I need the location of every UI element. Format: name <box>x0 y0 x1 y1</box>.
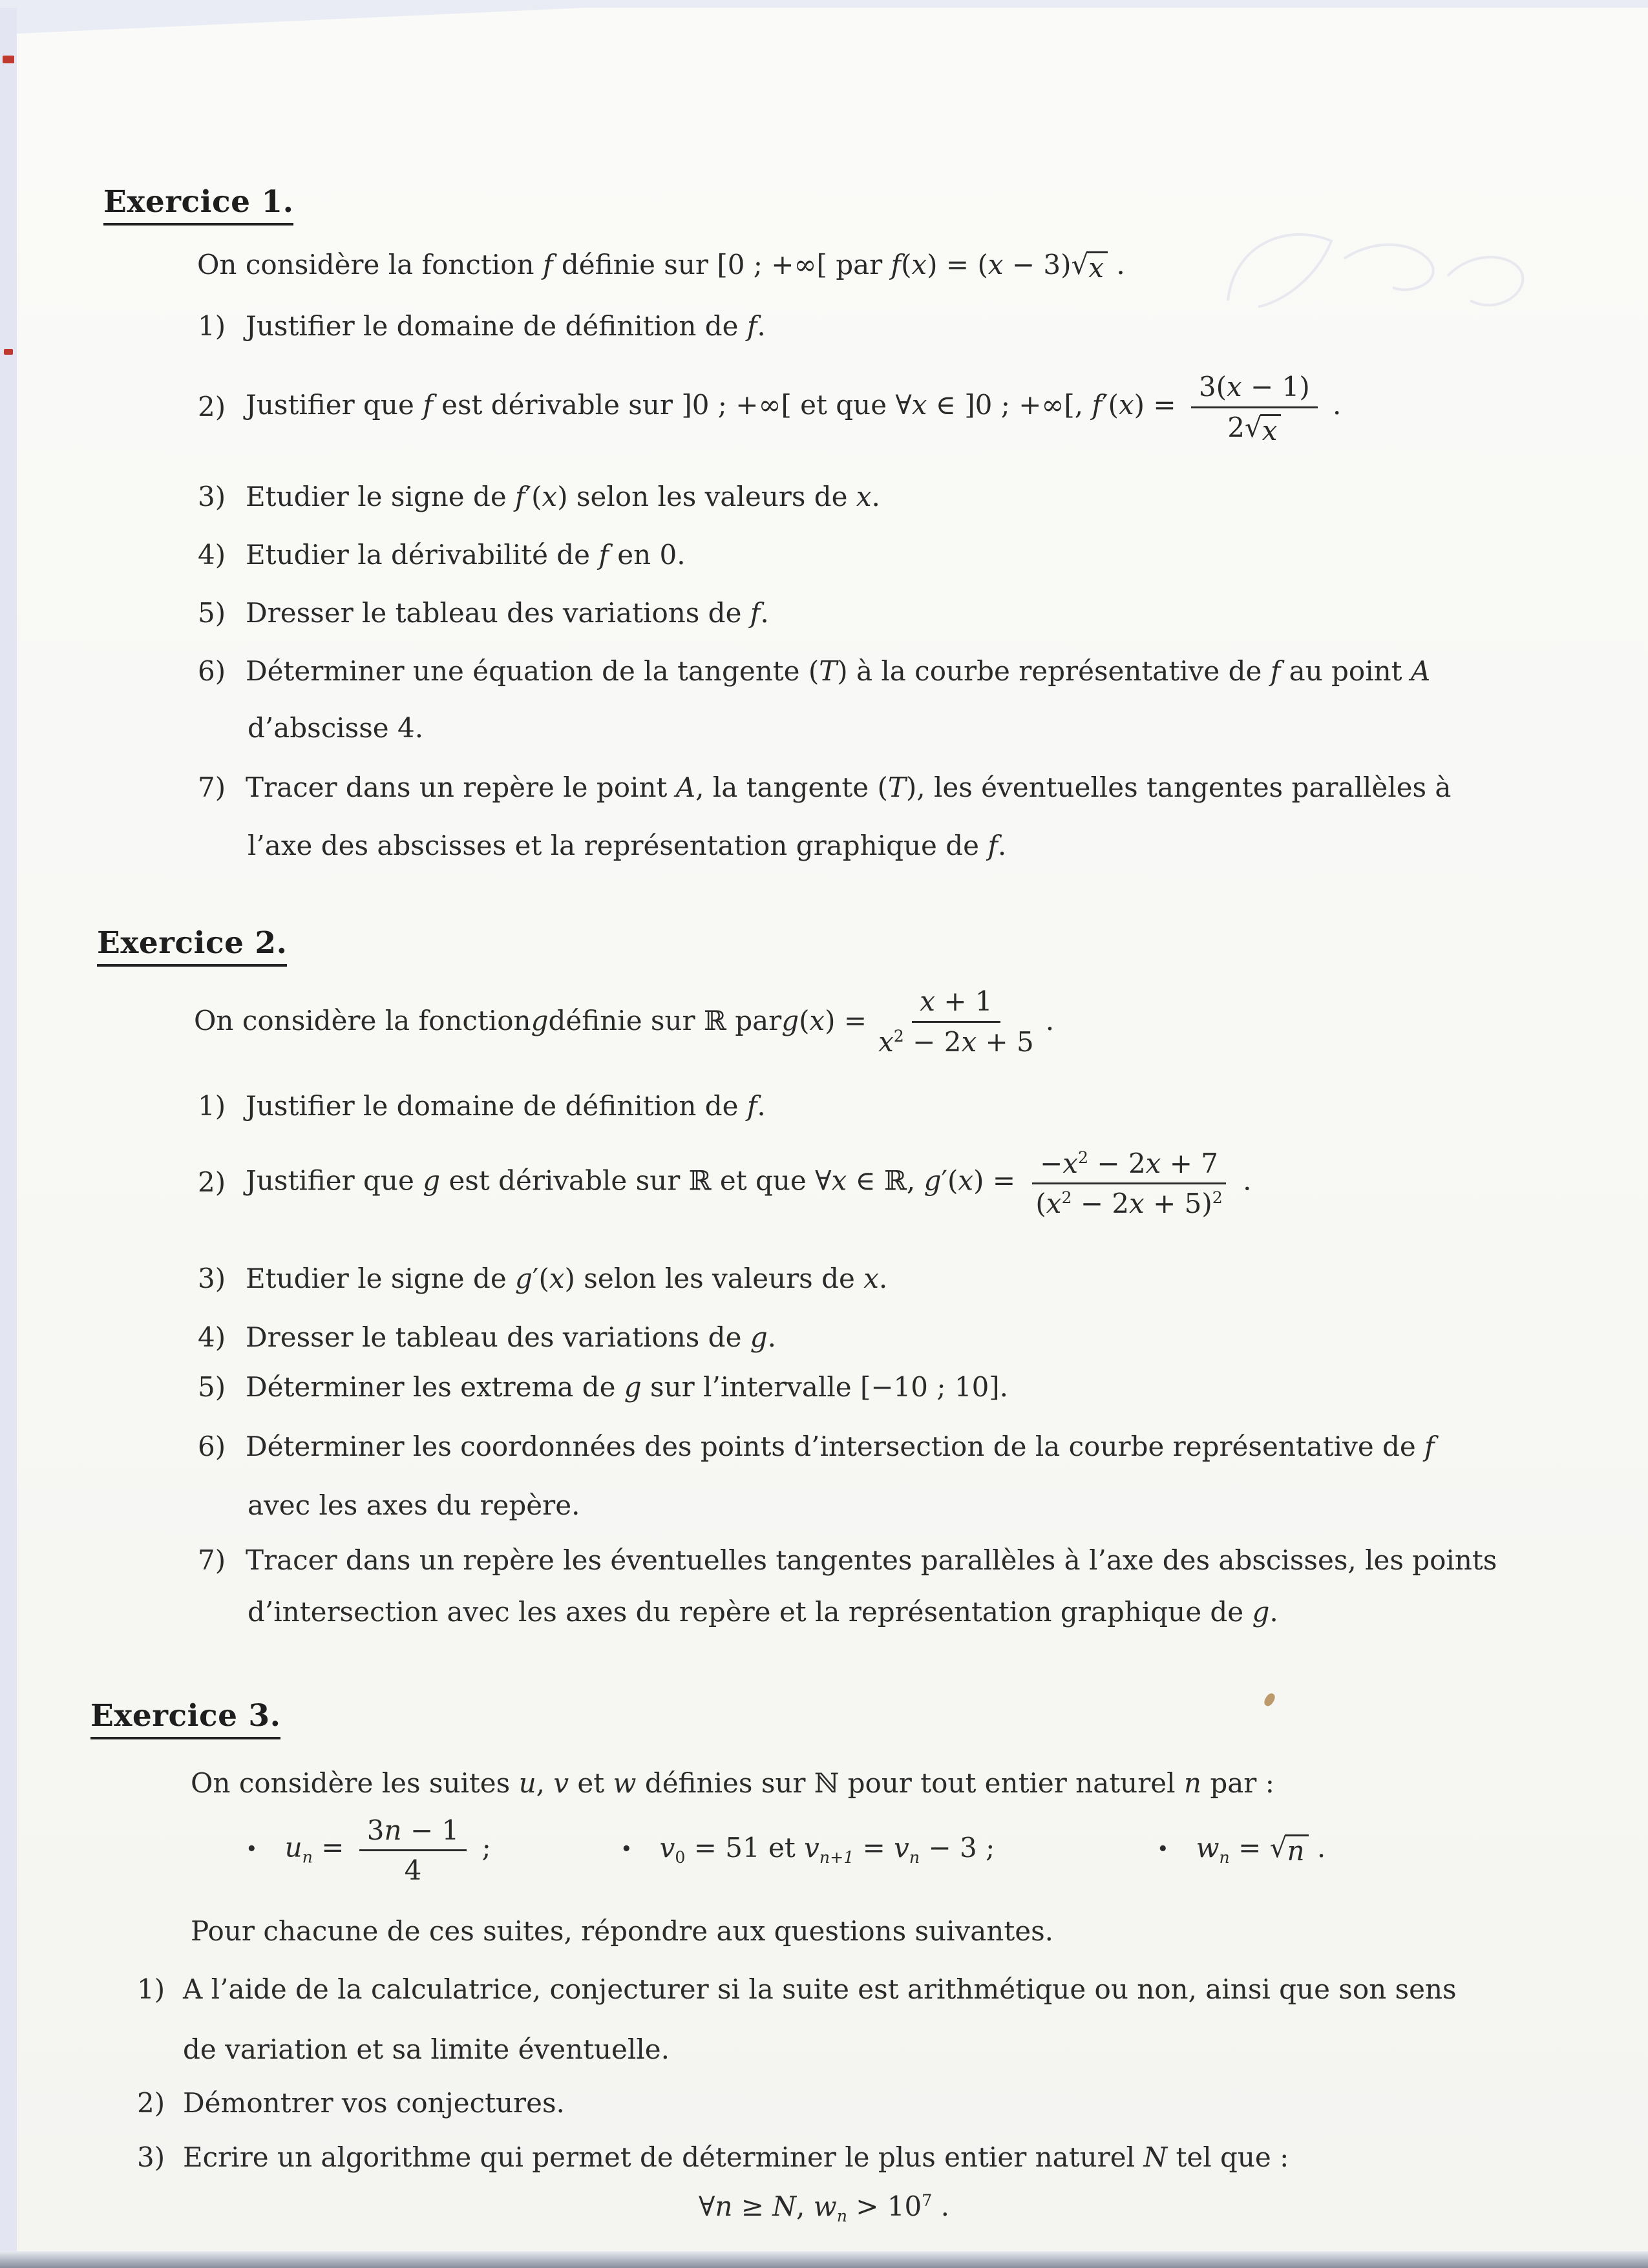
q-text: Tracer dans un repère le point A, la tangente (T), les éventuelles tangentes parallèles à <box>246 772 1452 803</box>
q-text: Justifier que f est dérivable sur ]0 ; +∞[ et que ∀x ∈ ]0 ; +∞[, f′(x) = 3(x − 1) 2 √ x . <box>246 371 1342 446</box>
sequence-w-definition <box>1157 1809 1326 1890</box>
exercise-1-q1 <box>198 309 766 344</box>
q-text: Dresser le tableau des variations de f. <box>246 597 769 629</box>
q-number: 4) <box>198 539 226 571</box>
exercise-2-q2 <box>198 1123 1252 1243</box>
exercise-2-q1 <box>198 1089 766 1124</box>
exercise-1-q6-continuation: d’abscisse 4. <box>248 712 424 744</box>
scanner-margin-top <box>0 0 1648 8</box>
exercise-2-title: Exercice 2. <box>97 925 287 967</box>
q-text: Dresser le tableau des variations de g. <box>246 1321 777 1353</box>
bullet-icon: • <box>620 1838 633 1862</box>
q-text: Justifier le domaine de définition de f. <box>246 1090 766 1122</box>
exercise-3-intro: On considère les suites u, v et w définies sur ℕ pour tout entier naturel n par : <box>191 1767 1274 1799</box>
exercise-1-q2 <box>198 354 1341 461</box>
q-text: Tracer dans un repère les éventuelles tangentes parallèles à l’axe des abscisses, les points <box>246 1544 1497 1576</box>
q-number: 2) <box>198 1166 226 1199</box>
exercise-3-q3 <box>137 2140 1289 2176</box>
q-number: 1) <box>198 310 226 342</box>
exercise-2-q7-continuation: d’intersection avec les axes du repère et la représentation graphique de g. <box>248 1596 1278 1628</box>
q-text: Démontrer vos conjectures. <box>183 2087 565 2119</box>
exercise-1-q6 <box>198 654 1430 689</box>
exercise-2-q7 <box>198 1543 1497 1579</box>
q-number: 5) <box>198 1371 226 1403</box>
q-number: 1) <box>198 1090 226 1122</box>
bullet-text: $w_n$ = √ n . <box>1196 1832 1326 1867</box>
q-number: 1) <box>137 1973 165 2005</box>
exercise-3-title: Exercice 3. <box>90 1698 280 1739</box>
sequence-u-definition <box>246 1809 491 1890</box>
exercise-1-q7 <box>198 770 1451 806</box>
q-text: Déterminer les extrema de g sur l’intervalle [−10 ; 10]. <box>246 1371 1009 1403</box>
exercise-2-q6 <box>198 1429 1435 1465</box>
q-text: Etudier le signe de f′(x) selon les valeurs de x. <box>246 481 880 512</box>
exercise-3-q2 <box>137 2086 565 2121</box>
exercise-3-instruction: Pour chacune de ces suites, répondre aux questions suivantes. <box>191 1915 1053 1947</box>
scan-artifact-red-mark <box>3 56 14 63</box>
q-text: A l’aide de la calculatrice, conjecturer si la suite est arithmétique ou non, ainsi que son sens <box>183 1973 1457 2005</box>
sequence-v-definition <box>620 1809 995 1890</box>
q-number: 3) <box>198 481 226 512</box>
q-text: Déterminer une équation de la tangente (T) à la courbe représentative de f au point A <box>246 655 1431 687</box>
q-text: Justifier que g est dérivable sur ℝ et que ∀x ∈ ℝ, g′(x) = $\frac{-x^2 - 2x + 7}{(x^2 - 2x + 5)^2}$ . <box>246 1147 1252 1219</box>
pencil-scribble-artifact <box>1199 197 1535 352</box>
q-number: 3) <box>137 2141 165 2173</box>
bullet-text: $u_n$ = $\frac{3n - 1}{4}$ ; <box>284 1814 491 1886</box>
q-text: Etudier le signe de g′(x) selon les valeurs de x. <box>246 1263 888 1294</box>
q-text: Etudier la dérivabilité de f en 0. <box>246 539 686 571</box>
exercise-1-q3 <box>198 479 880 515</box>
q-number: 7) <box>198 1544 226 1576</box>
bullet-icon: • <box>1157 1838 1169 1862</box>
exercise-1-q4 <box>198 538 686 573</box>
exercise-3-q1-continuation: de variation et sa limite éventuelle. <box>183 2033 670 2065</box>
q-number: 5) <box>198 597 226 629</box>
exercise-1-q5 <box>198 596 769 631</box>
exercise-1-title: Exercice 1. <box>103 184 293 226</box>
q-number: 6) <box>198 1431 226 1462</box>
bullet-text: $v_0 = 51$ et $v_{n+1} = v_n - 3$ ; <box>659 1832 995 1867</box>
bullet-icon: • <box>246 1838 258 1862</box>
q-text: Déterminer les coordonnées des points d’intersection de la courbe représentative de f <box>246 1431 1435 1462</box>
q-number: 2) <box>137 2087 165 2119</box>
scanner-edge-bottom <box>0 2251 1648 2268</box>
q-number: 7) <box>198 772 226 803</box>
scanner-margin-left <box>0 0 17 2268</box>
q-number: 2) <box>198 391 226 423</box>
q-text: Ecrire un algorithme qui permet de déterminer le plus entier naturel N tel que : <box>183 2141 1289 2173</box>
exercise-2-q5 <box>198 1370 1008 1405</box>
exercise-3-q1 <box>137 1972 1457 2008</box>
q-number: 6) <box>198 655 226 687</box>
q-text: Justifier le domaine de définition de f. <box>246 310 766 342</box>
exercise-2-intro: On considère la fonction g définie sur ℝ par g ( x ) = $\frac{x + 1}{x^2 - 2x + 5}$ . <box>194 985 1055 1058</box>
exercise-2-q3 <box>198 1261 887 1297</box>
q-number: 4) <box>198 1321 226 1353</box>
exercise-2-q6-continuation: avec les axes du repère. <box>248 1489 580 1521</box>
exercise-3-final-formula: ∀n ≥ N, $w_n > 10^7$ . <box>698 2190 950 2225</box>
exercise-1-q7-continuation: l’axe des abscisses et la représentation graphique de f. <box>248 830 1007 861</box>
exercise-1-intro: On considère la fonction f définie sur [0 ; +∞[ par f(x) = (x − 3) √ x . <box>197 249 1125 284</box>
scan-artifact-tan-mark <box>1262 1692 1276 1708</box>
q-number: 3) <box>198 1263 226 1294</box>
paper-tilt-corner <box>17 8 586 34</box>
exercise-2-q4 <box>198 1320 776 1356</box>
scan-artifact-red-mark <box>4 349 13 355</box>
